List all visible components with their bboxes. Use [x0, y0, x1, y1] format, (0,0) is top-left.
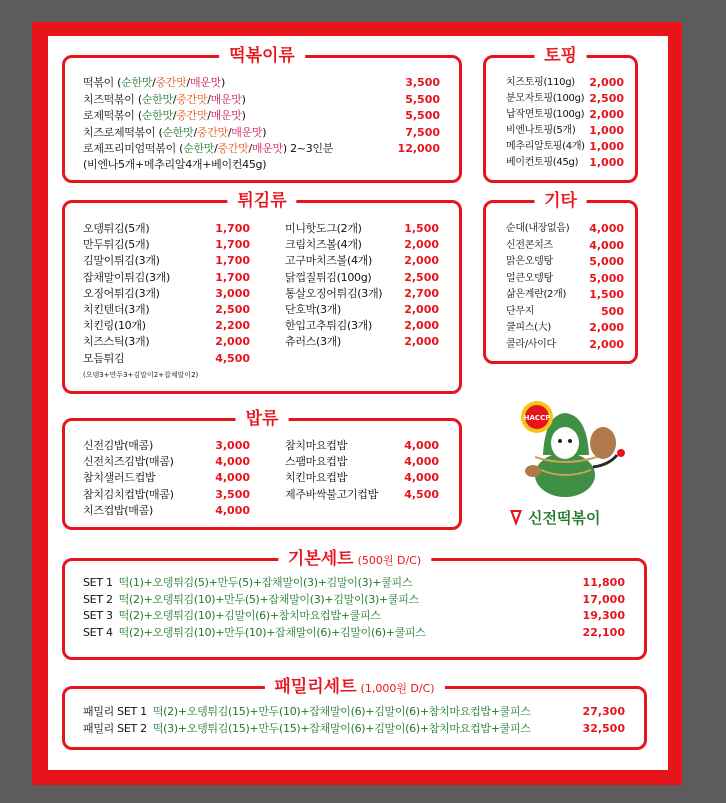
topping-item-price: 2,500	[589, 92, 624, 105]
separator: /	[207, 92, 211, 106]
fried-item-name: 크림치즈볼(4개)	[285, 238, 362, 252]
set-description: 떡(2)+오뎅튀김(10)+만두(10)+잡채말이(6)+김말이(6)+쿨피스	[118, 625, 426, 639]
item-name: 로제프리미엄떡볶이 (	[83, 142, 184, 155]
set-description: 떡(1)+오뎅튀김(5)+만두(5)+잡채말이(3)+김말이(3)+쿨피스	[118, 576, 413, 589]
rice-item-name: 치즈컵밥(매콤)	[83, 503, 153, 517]
spice-option: 중간맛	[217, 142, 249, 155]
fried-item-price: 2,000	[404, 335, 439, 349]
rice-item-name: 신전김밥(매콤)	[83, 439, 153, 452]
item-close: )	[262, 125, 267, 139]
spice-option: 순한맛	[162, 125, 194, 139]
basic-set-price: 17,000	[582, 592, 625, 606]
family-set-price: 27,300	[582, 705, 625, 718]
set-description: 떡(3)+오뎅튀김(15)+만두(15)+잡채말이(6)+김말이(6)+참치마요컵밥+쿨피스	[152, 721, 531, 735]
separator: /	[152, 76, 156, 89]
fried-item-name: 오뎅튀김(5개)	[83, 222, 150, 235]
topping-item-name: 비엔나토핑(5개)	[506, 125, 576, 136]
etc-item-price: 5,000	[589, 271, 624, 285]
spice-option: 중간맛	[155, 76, 187, 89]
rice-item-name: 참치샐러드컵밥	[83, 471, 156, 485]
basic-set-price: 11,800	[582, 576, 625, 589]
fried-item-name: 만두튀김(5개)	[83, 238, 150, 252]
rice-item-price: 4,500	[404, 487, 439, 501]
item-close: )	[241, 92, 246, 106]
spice-option: 매운맛	[189, 76, 221, 89]
separator: /	[172, 92, 177, 106]
fried-item-name: 츄러스(3개)	[285, 335, 341, 349]
fried-item-price: 2,000	[404, 319, 439, 333]
basic-set-price: 22,100	[582, 625, 625, 639]
rice-item-price: 4,000	[215, 471, 250, 485]
rice-item-name: 신전치즈김밥(매콤)	[83, 455, 174, 469]
fried-item-price: 4,500	[215, 351, 250, 365]
spice-option: 매운맛	[210, 92, 242, 106]
fried-item-name: 모듬튀김	[83, 351, 125, 365]
fried-title: 튀김류	[227, 190, 296, 212]
rice-item-price: 3,000	[215, 439, 250, 452]
rice-item-price: 4,000	[404, 455, 439, 469]
fried-item-price: 1,500	[404, 222, 439, 235]
basic-set-title	[278, 548, 431, 572]
basic-set-title-text: 기본세트	[287, 549, 354, 569]
tteokbokki-item-price: 5,500	[405, 92, 440, 106]
fried-item-name: 닭껍질튀김(100g)	[285, 270, 372, 284]
fried-item-name: 김말이튀김(3개)	[83, 254, 160, 268]
etc-item-price: 4,000	[589, 222, 624, 235]
family-set-title-text: 패밀리세트	[274, 677, 357, 697]
etc-item-name: 얼큰오뎅탕	[506, 272, 553, 284]
item-close: )	[241, 109, 246, 122]
set-label: SET 3	[83, 609, 113, 622]
topping-item-price: 1,000	[589, 124, 624, 137]
separator: /	[172, 109, 177, 122]
set-description: 떡(2)+오뎅튀김(15)+만두(10)+잡채말이(6)+김말이(6)+참치마요컵밥+쿨피스	[152, 705, 531, 718]
etc-item-price: 5,000	[589, 255, 624, 268]
rice-item-name: 스팸마요컵밥	[285, 455, 347, 469]
separator: /	[214, 142, 218, 155]
item-close: )	[282, 142, 287, 155]
item-name: 로제떡볶이 (	[83, 109, 142, 122]
spice-option: 매운맛	[251, 142, 283, 155]
fried-item-name: 한입고추튀김(3개)	[285, 319, 372, 333]
tteokbokki-item-name	[83, 126, 266, 140]
fried-combo-note: (오뎅3+만두3+김말이2+잡채말이2)	[83, 371, 199, 379]
etc-item-price: 2,000	[589, 321, 624, 334]
topping-item-name: 치즈토핑(110g)	[506, 77, 575, 88]
fried-item-price: 2,500	[404, 270, 439, 284]
spice-option: 중간맛	[176, 92, 208, 106]
etc-item-name: 신전콘치즈	[506, 239, 553, 251]
fried-item-name: 치킨텐더(3개)	[83, 303, 150, 316]
separator: /	[207, 109, 211, 122]
family-set-discount: (1,000원 D/C)	[360, 682, 435, 695]
tteokbokki-item-price: 7,500	[405, 125, 440, 139]
fried-item-price: 3,000	[215, 286, 250, 300]
fried-item-price: 2,700	[404, 286, 439, 300]
tteokbokki-item-name	[83, 142, 333, 156]
topping-item-price: 1,000	[589, 156, 624, 169]
fried-item-name: 단호박(3개)	[285, 303, 341, 316]
etc-item-price: 1,500	[589, 288, 624, 301]
basic-set-row	[83, 576, 412, 590]
spice-option: 중간맛	[176, 109, 208, 122]
basic-set-row	[83, 609, 381, 623]
fried-item-price: 1,700	[215, 254, 250, 268]
spice-option: 순한맛	[183, 142, 215, 155]
tteokbokki-item-price: 12,000	[397, 142, 440, 155]
rice-item-name: 제주바싹불고기컵밥	[285, 487, 378, 501]
basic-set-price: 19,300	[582, 609, 625, 622]
fried-item-name: 치킨링(10개)	[83, 319, 146, 333]
etc-item-price: 2,000	[589, 337, 624, 351]
basic-set-discount: (500원 D/C)	[357, 554, 422, 567]
etc-title: 기타	[534, 190, 587, 212]
family-set-row	[83, 705, 531, 719]
separator: /	[193, 125, 197, 139]
spice-option: 중간맛	[196, 125, 228, 139]
family-set-price: 32,500	[582, 721, 625, 735]
fried-item-name: 고구마치즈볼(4개)	[285, 254, 372, 268]
set-label: SET 1	[83, 576, 113, 589]
basic-set-row	[83, 626, 426, 640]
etc-item-name: 삶은계란(2개)	[506, 289, 567, 300]
set-description: 떡(2)+오뎅튀김(10)+김말이(6)+참치마요컵밥+쿨피스	[118, 609, 381, 622]
rice-item-price: 4,000	[215, 503, 250, 517]
etc-item-name: 쿨피스(大)	[506, 322, 551, 333]
rice-title: 밥류	[236, 408, 289, 430]
fried-item-price: 2,000	[404, 303, 439, 316]
rice-item-name: 치킨마요컵밥	[285, 471, 347, 485]
etc-item-name: 맑은오뎅탕	[506, 256, 553, 267]
brand-name: 신전떡볶이	[528, 509, 601, 527]
etc-item-name: 단무지	[506, 305, 535, 317]
tteokbokki-title: 떡볶이류	[219, 45, 305, 67]
rice-item-name: 참치마요컵밥	[285, 439, 347, 452]
mascot-illustration	[505, 395, 635, 503]
tteokbokki-note: (비엔나5개+메추리알4개+베이컨45g)	[83, 158, 267, 171]
item-extra: 2~3인분	[286, 142, 334, 155]
spice-option: 매운맛	[231, 125, 263, 139]
tteokbokki-item-name	[83, 109, 246, 123]
spice-option: 순한맛	[141, 109, 173, 122]
fried-item-name: 오징어튀김(3개)	[83, 286, 160, 300]
separator: /	[248, 142, 252, 155]
fried-item-price: 2,000	[404, 238, 439, 252]
topping-item-name: 베이컨토핑(45g)	[506, 157, 579, 168]
topping-item-name: 분모자토핑(100g)	[506, 93, 585, 104]
topping-item-price: 2,000	[589, 76, 624, 89]
tteokbokki-item-name	[83, 93, 246, 107]
fried-item-price: 2,500	[215, 303, 250, 316]
fried-item-name: 통살오징어튀김(3개)	[285, 286, 383, 300]
etc-item-price: 500	[601, 304, 624, 318]
topping-item-name: 납작면토핑(100g)	[506, 109, 585, 120]
set-description: 떡(2)+오뎅튀김(10)+만두(5)+잡채말이(3)+김말이(3)+쿨피스	[118, 592, 419, 606]
rice-item-price: 4,000	[404, 439, 439, 452]
separator: /	[227, 125, 232, 139]
spice-option: 매운맛	[210, 109, 242, 122]
item-name: 치즈떡볶이 (	[83, 92, 142, 106]
fried-item-price: 1,700	[215, 238, 250, 252]
tteokbokki-item-price: 3,500	[405, 76, 440, 89]
item-name: 치즈로제떡볶이 (	[83, 125, 163, 139]
basic-set-row	[83, 593, 419, 607]
fried-item-price: 1,700	[215, 270, 250, 284]
topping-title: 토핑	[534, 45, 587, 67]
fried-item-price: 2,000	[404, 254, 439, 268]
brand-logo-icon	[508, 508, 524, 528]
topping-item-price: 2,000	[589, 108, 624, 121]
family-set-row	[83, 722, 531, 736]
etc-item-name: 콜라/사이다	[506, 338, 556, 350]
rice-item-price: 4,000	[404, 471, 439, 485]
family-set-title	[264, 676, 444, 700]
fried-item-name: 미니핫도그(2개)	[285, 222, 362, 235]
topping-item-price: 1,000	[589, 140, 624, 153]
etc-item-price: 4,000	[589, 238, 624, 252]
item-close: )	[220, 76, 225, 89]
fried-item-name: 치즈스틱(3개)	[83, 335, 150, 349]
fried-item-price: 2,000	[215, 335, 250, 349]
fried-item-name: 잡채말이튀김(3개)	[83, 270, 170, 284]
set-label: SET 2	[83, 592, 113, 606]
haccp-badge-text: HACCP	[523, 414, 551, 422]
spice-option: 순한맛	[121, 76, 153, 89]
etc-item-name: 순대(내장없음)	[506, 223, 570, 234]
rice-item-price: 3,500	[215, 487, 250, 501]
set-label: 패밀리 SET 2	[83, 721, 147, 735]
separator: /	[186, 76, 190, 89]
tteokbokki-item-name	[83, 76, 225, 90]
item-name: 떡볶이 (	[83, 76, 122, 89]
set-label: 패밀리 SET 1	[83, 705, 147, 718]
rice-item-price: 4,000	[215, 455, 250, 469]
tteokbokki-item-price: 5,500	[405, 109, 440, 122]
fried-item-price: 1,700	[215, 222, 250, 235]
fried-item-price: 2,200	[215, 319, 250, 333]
set-label: SET 4	[83, 625, 113, 639]
spice-option: 순한맛	[141, 92, 173, 106]
rice-item-name: 참치김치컵밥(매콤)	[83, 487, 174, 501]
topping-item-name: 메추리알토핑(4개)	[506, 141, 585, 152]
